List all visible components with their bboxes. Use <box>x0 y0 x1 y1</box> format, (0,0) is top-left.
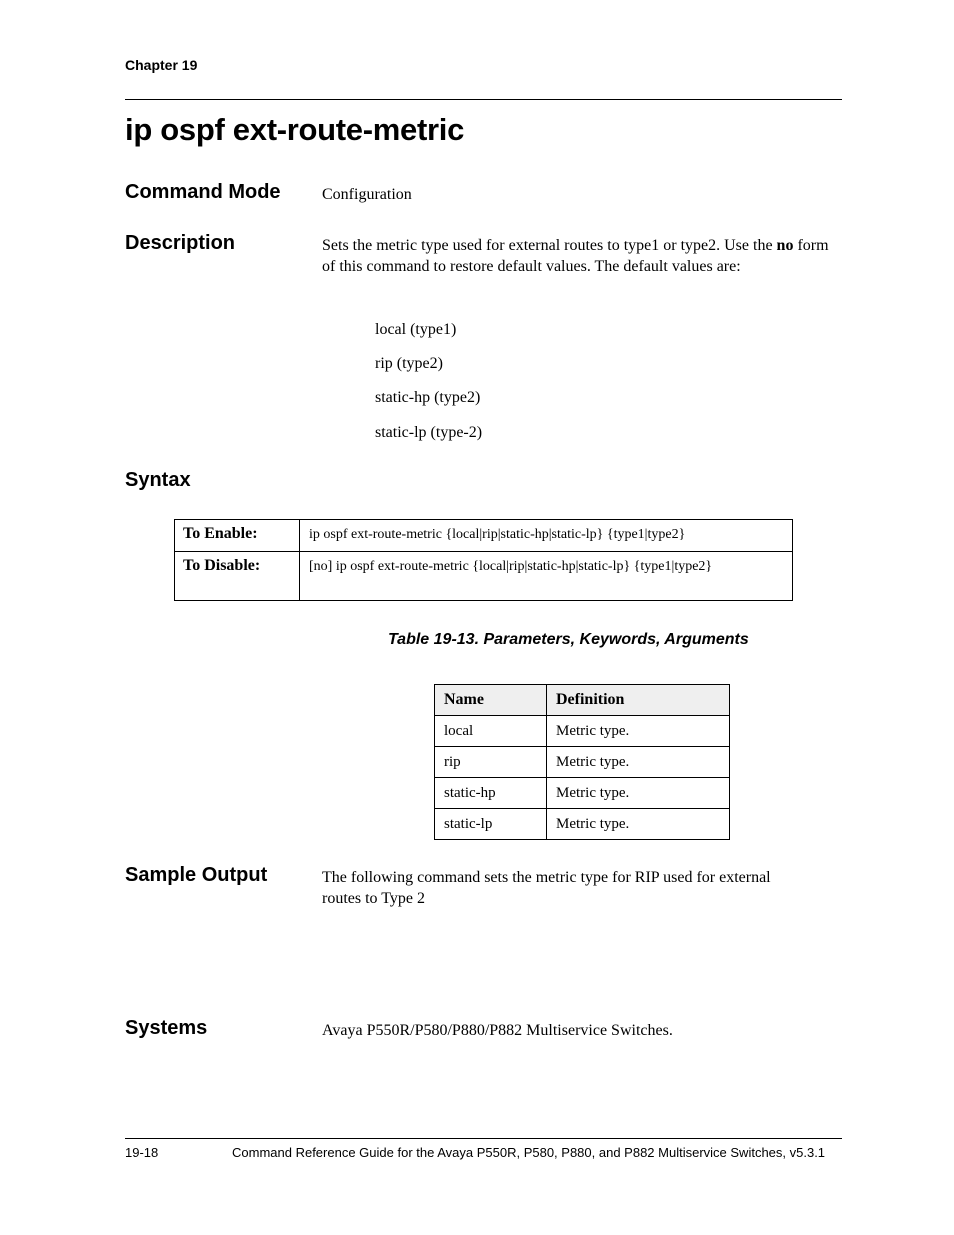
chapter-label: Chapter 19 <box>125 57 198 73</box>
syntax-value: ip ospf ext-route-metric {local|rip|static-hp|static-lp} {type1|type2} <box>300 520 793 552</box>
syntax-row-disable <box>175 552 793 601</box>
param-name: static-lp <box>435 809 547 840</box>
default-item: static-lp (type-2) <box>375 424 483 441</box>
sample-output-text: The following command sets the metric type for RIP used for external routes to Type 2 <box>322 869 771 907</box>
page-title: ip ospf ext-route-metric <box>125 112 465 147</box>
systems-heading: Systems <box>125 1017 208 1039</box>
column-header-definition: Definition <box>547 685 730 716</box>
table-row <box>435 716 730 747</box>
footer-rule <box>125 1138 842 1139</box>
page-number: 19-18 <box>125 1145 159 1160</box>
parameters-table <box>434 684 730 840</box>
syntax-label: To Enable: <box>175 520 300 552</box>
description-heading: Description <box>125 232 236 254</box>
sample-output-heading: Sample Output <box>125 864 268 886</box>
description-text-before: Sets the metric type used for external routes to type1 or type2. Use the <box>322 237 777 254</box>
table-caption: Table 19-13. Parameters, Keywords, Arguments <box>388 631 749 648</box>
description-bold-word: no <box>776 237 794 254</box>
command-mode-heading: Command Mode <box>125 181 281 203</box>
table-row <box>435 778 730 809</box>
syntax-row-enable <box>175 520 793 552</box>
param-name: static-hp <box>435 778 547 809</box>
param-definition: Metric type. <box>547 778 730 809</box>
header-rule <box>125 99 842 100</box>
table-row <box>435 747 730 778</box>
default-item: rip (type2) <box>375 355 443 372</box>
table-header-row <box>435 685 730 716</box>
description-text-after: form of this command to restore default values. The default values are: <box>322 237 829 275</box>
footer-text: Command Reference Guide for the Avaya P550R, P580, P880, and P882 Multiservice Switches, v5.3.1 <box>232 1145 826 1160</box>
description-text <box>322 236 842 277</box>
param-name: local <box>435 716 547 747</box>
systems-text: Avaya P550R/P580/P880/P882 Multiservice Switches. <box>322 1022 673 1039</box>
default-item: local (type1) <box>375 321 457 338</box>
syntax-table <box>174 519 793 601</box>
syntax-heading: Syntax <box>125 469 191 491</box>
table-row <box>435 809 730 840</box>
param-name: rip <box>435 747 547 778</box>
default-item: static-hp (type2) <box>375 389 481 406</box>
column-header-name: Name <box>435 685 547 716</box>
syntax-value: [no] ip ospf ext-route-metric {local|rip|static-hp|static-lp} {type1|type2} <box>300 552 793 601</box>
param-definition: Metric type. <box>547 716 730 747</box>
param-definition: Metric type. <box>547 747 730 778</box>
param-definition: Metric type. <box>547 809 730 840</box>
syntax-label: To Disable: <box>175 552 300 601</box>
command-mode-value: Configuration <box>322 186 412 203</box>
